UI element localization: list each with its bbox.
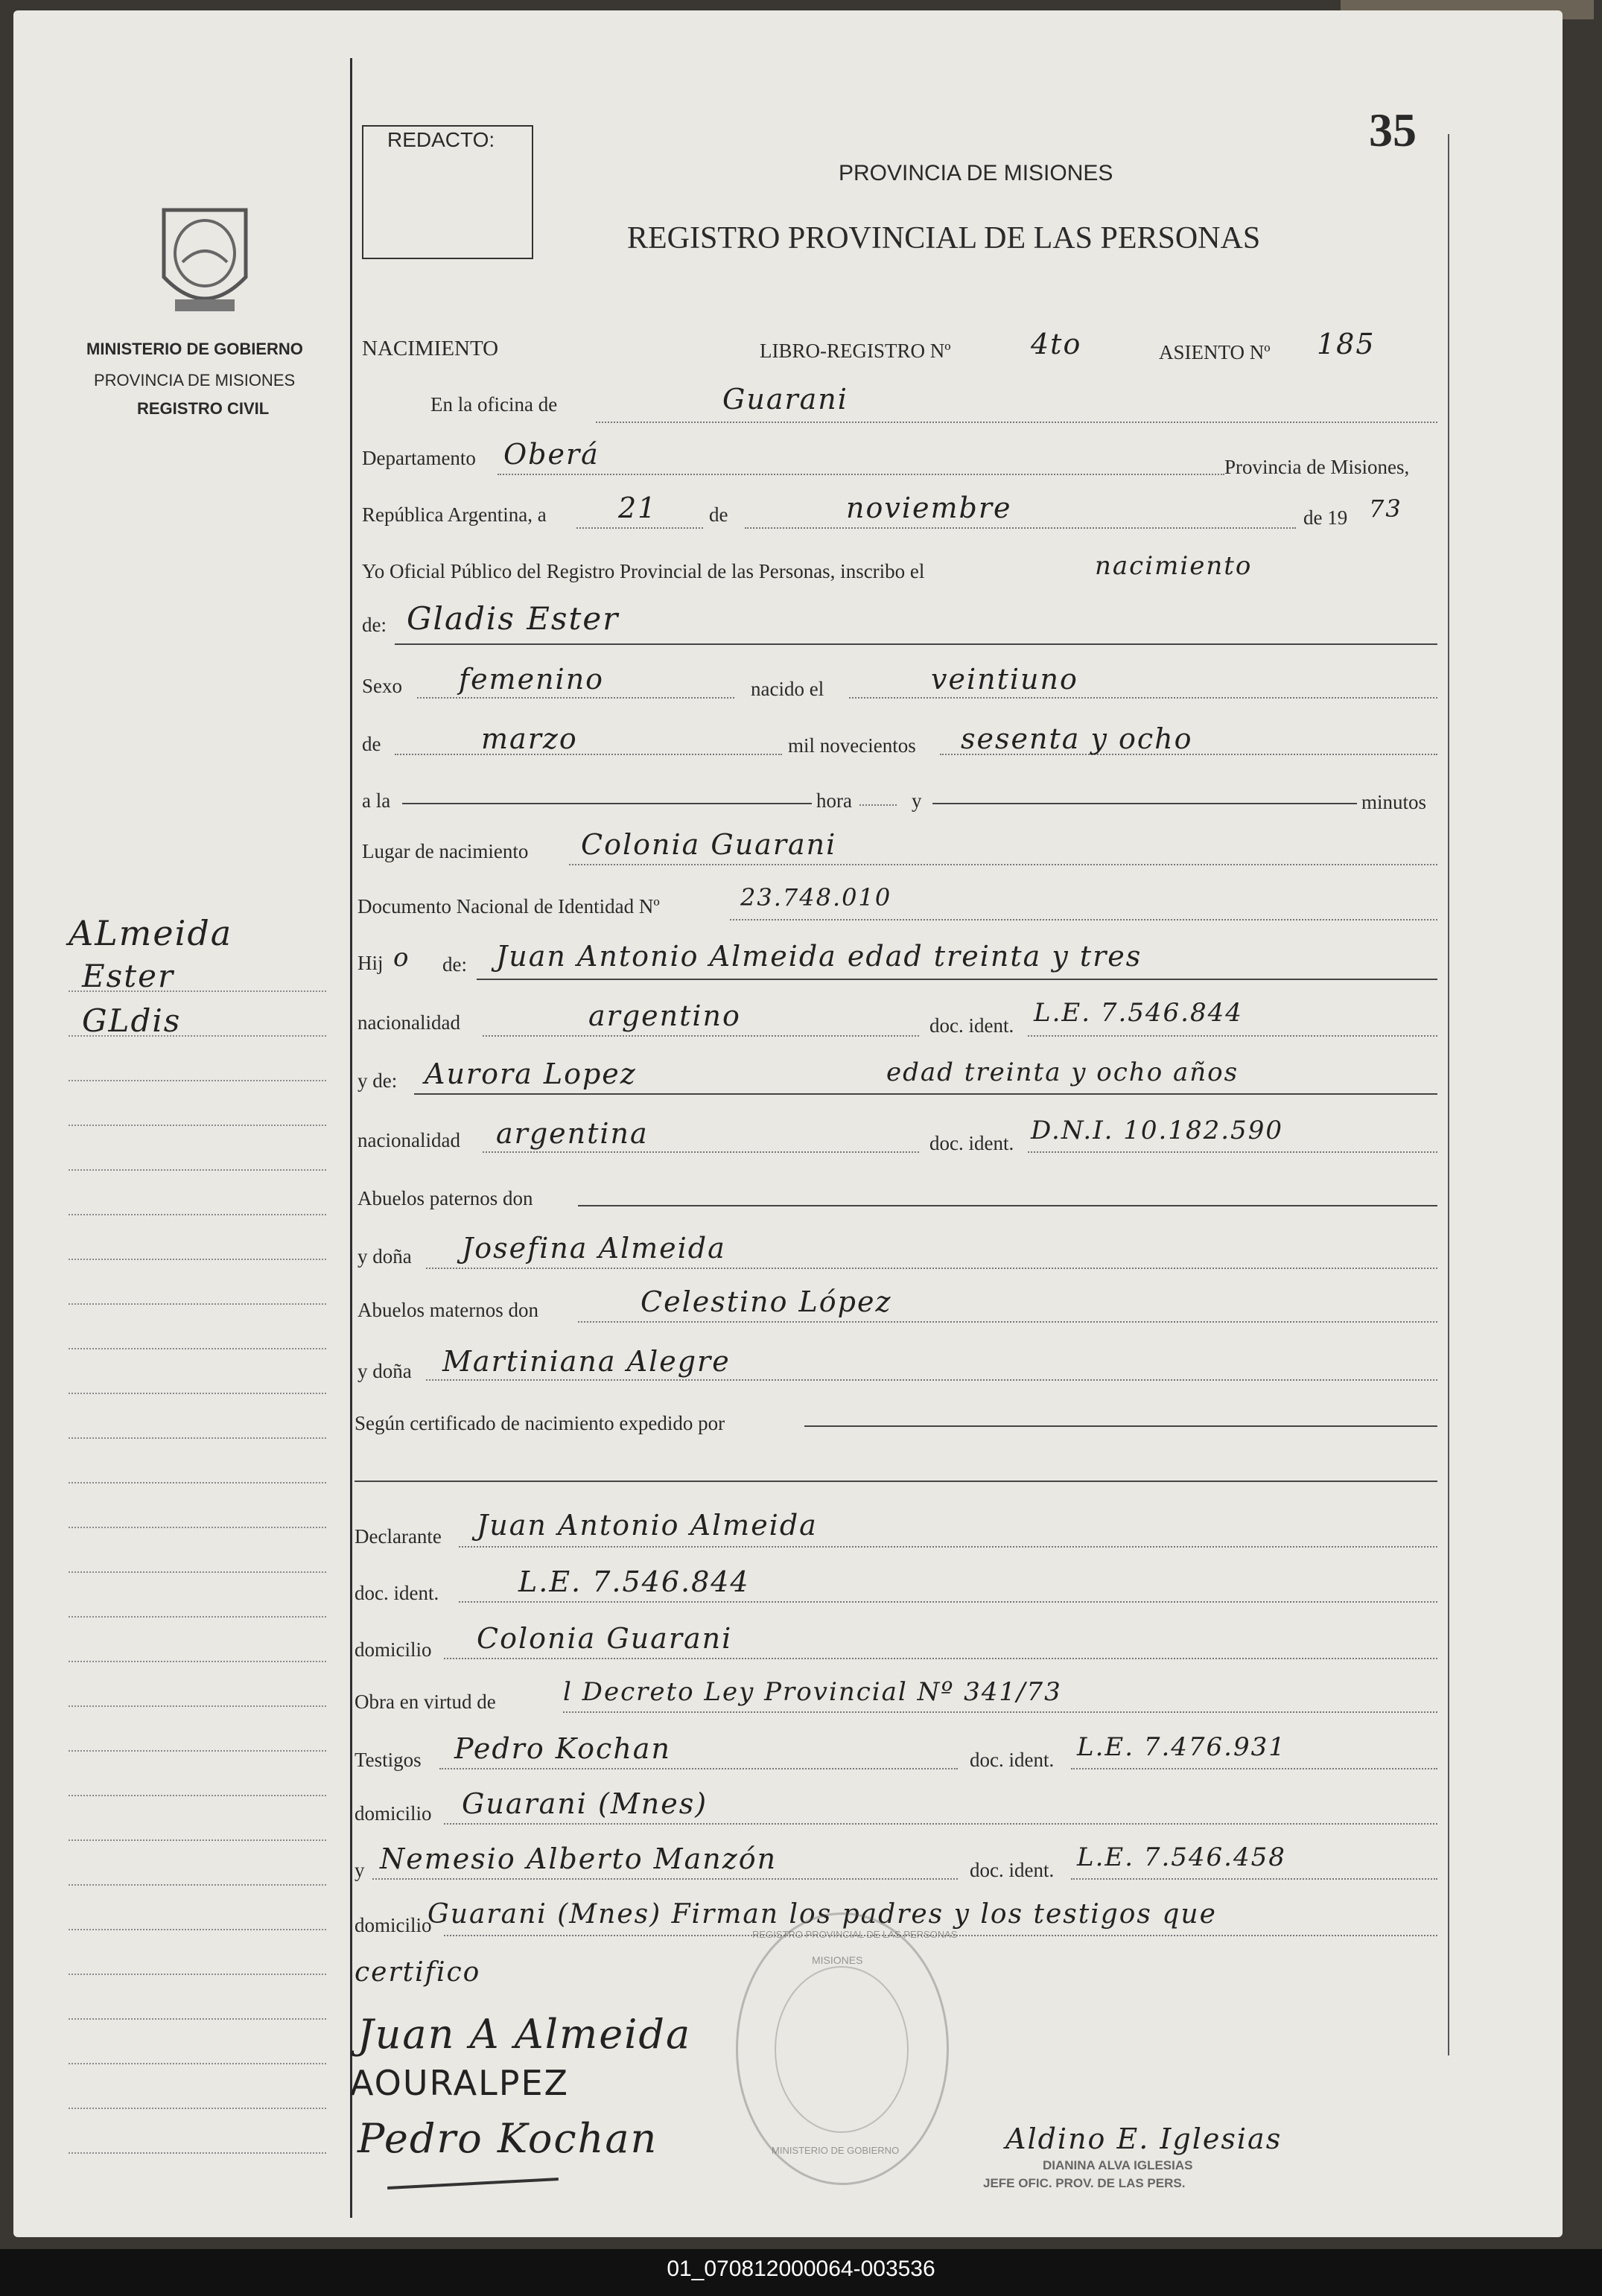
declarante-value: Juan Antonio Almeida (477, 1509, 818, 1542)
oficina-label: En la oficina de (430, 393, 558, 416)
obra-value: l Decreto Ley Provincial Nº 341/73 (563, 1677, 1062, 1707)
madre-nac-value: argentina (496, 1117, 649, 1150)
province-heading: PROVINCIA DE MISIONES (839, 161, 1113, 185)
oficial-value: nacimiento (1095, 551, 1253, 581)
madre-value: Aurora Lopez (425, 1058, 637, 1090)
y-label: y (912, 789, 922, 812)
sexo-value: femenino (459, 663, 605, 696)
departamento-label: Departamento (362, 447, 476, 469)
libro-label: LIBRO-REGISTRO Nº (760, 340, 951, 362)
lugar-value: Colonia Guarani (581, 828, 837, 861)
testigo2-doc-label: doc. ident. (970, 1859, 1055, 1881)
abuelos-mat-label: Abuelos maternos don (357, 1299, 538, 1321)
dia-value: 21 (618, 492, 658, 524)
hora-label: hora (816, 789, 852, 812)
decl-dom-value: Colonia Guarani (477, 1622, 733, 1655)
mil-label: mil novecientos (788, 734, 916, 757)
padre-doc-value: L.E. 7.546.844 (1034, 998, 1243, 1028)
abuelo-mat-value: Celestino López (641, 1285, 892, 1318)
doc-label-padre: doc. ident. (929, 1014, 1014, 1037)
y-dona-label-pat: y doña (357, 1245, 412, 1268)
testigo1-doc-label: doc. ident. (970, 1749, 1055, 1771)
registry-heading: REGISTRO PROVINCIAL DE LAS PERSONAS (627, 221, 1261, 255)
padre-value: Juan Antonio Almeida edad treinta y tres (496, 940, 1142, 973)
certifico-value: certifico (355, 1957, 481, 1988)
decl-dom-label: domicilio (355, 1638, 432, 1661)
madre-doc-value: D.N.I. 10.182.590 (1031, 1116, 1283, 1145)
nacionalidad-label-padre: nacionalidad (357, 1011, 460, 1034)
declarante-label: Declarante (355, 1525, 442, 1548)
ministry-line1: MINISTERIO DE GOBIERNO (86, 340, 303, 358)
departamento-value: Oberá (503, 438, 600, 471)
y-dona-label-mat: y doña (357, 1360, 412, 1382)
official-title-stamp: JEFE OFIC. PROV. DE LAS PERS. (983, 2176, 1186, 2190)
margin-note-surname: ALmeida (69, 913, 233, 953)
certificado-label: Según certificado de nacimiento expedido por (355, 1412, 725, 1434)
doc-label-madre: doc. ident. (929, 1132, 1014, 1154)
de-nombre-label: de: (362, 614, 387, 636)
testigo2-dom-label: domicilio (355, 1914, 432, 1936)
official-stamp-inner (775, 1966, 909, 2133)
asiento-label: ASIENTO Nº (1159, 341, 1271, 363)
testigos-label: Testigos (355, 1749, 422, 1771)
signature-witness: Pedro Kochan (357, 2115, 658, 2162)
image-caption: 01_070812000064-003536 (667, 2257, 935, 2281)
oficial-text: Yo Oficial Público del Registro Provincial de las Personas, inscribo el (362, 560, 925, 582)
year-value: 73 (1369, 495, 1402, 523)
nombre-value: Gladis Ester (407, 600, 620, 637)
ministry-line3: REGISTRO CIVIL (137, 399, 270, 418)
decl-doc-value: L.E. 7.546.844 (518, 1565, 750, 1598)
testigo1-doc-value: L.E. 7.476.931 (1077, 1732, 1286, 1762)
provincial-seal-icon (149, 195, 261, 322)
nac-mes-value: marzo (481, 722, 578, 755)
stamp-text-bottom: MINISTERIO DE GOBIERNO (772, 2145, 900, 2156)
margin-note-name1: GLdis (82, 1002, 182, 1039)
page-number: 35 (1369, 104, 1417, 156)
a-la-label: a la (362, 789, 391, 812)
madre-edad-value: edad treinta y ocho años (886, 1058, 1239, 1087)
decl-doc-label: doc. ident. (355, 1582, 439, 1604)
y-de-label: y de: (357, 1069, 398, 1092)
record-type: NACIMIENTO (362, 337, 499, 360)
abuelos-pat-label: Abuelos paternos don (357, 1187, 533, 1209)
de-year-label: de 19 (1303, 506, 1348, 529)
republica-label: República Argentina, a (362, 503, 547, 526)
hijo-de-label: de: (442, 953, 467, 976)
oficina-value: Guarani (722, 383, 848, 416)
testigo2-doc-value: L.E. 7.546.458 (1077, 1842, 1286, 1872)
mes-value: noviembre (846, 492, 1012, 524)
nacionalidad-label-madre: nacionalidad (357, 1129, 460, 1151)
ministry-line2: PROVINCIA DE MISIONES (94, 371, 296, 389)
abuela-pat-value: Josefina Almeida (462, 1232, 726, 1265)
dni-value: 23.748.010 (740, 883, 892, 912)
stamp-text-top: REGISTRO PROVINCIAL DE LAS PERSONAS (752, 1929, 958, 1940)
nacido-label: nacido el (751, 678, 824, 700)
stamp-text-mid: MISIONES (812, 1954, 863, 1966)
hijo-suffix: o (393, 943, 410, 973)
sexo-label: Sexo (362, 675, 402, 697)
left-vertical-rule (350, 58, 352, 2218)
redacto-label: REDACTO: (387, 128, 495, 151)
signature-mother: AOURALPEZ (350, 2063, 570, 2103)
signature-father: Juan A Almeida (357, 2011, 692, 2058)
dni-label: Documento Nacional de Identidad Nº (357, 895, 660, 918)
de-mes-label: de (362, 733, 381, 755)
signature-official: Aldino E. Iglesias (1005, 2122, 1282, 2155)
lugar-label: Lugar de nacimiento (362, 840, 529, 862)
padre-nac-value: argentino (588, 999, 741, 1032)
provincia-tail: Provincia de Misiones, (1224, 456, 1410, 478)
abuela-mat-value: Martiniana Alegre (442, 1345, 731, 1378)
testigo2-value: Nemesio Alberto Manzón (380, 1842, 778, 1875)
minutos-label: minutos (1361, 791, 1427, 813)
nacido-value: veintiuno (931, 663, 1078, 696)
de-label: de (709, 503, 728, 526)
testigo2-y-label: y (355, 1859, 365, 1881)
libro-value: 4to (1031, 328, 1082, 360)
official-name-stamp: DIANINA ALVA IGLESIAS (1043, 2158, 1193, 2172)
nac-year-value: sesenta y ocho (961, 722, 1193, 755)
testigo1-dom-value: Guarani (Mnes) (462, 1787, 708, 1820)
asiento-value: 185 (1317, 328, 1376, 360)
hijo-label: Hij (357, 952, 384, 974)
testigo1-dom-label: domicilio (355, 1802, 432, 1825)
right-vertical-rule (1448, 134, 1449, 2055)
testigo2-dom-value: Guarani (Mnes) Firman los padres y los testigos que (427, 1899, 1217, 1930)
margin-note-name2: Ester (82, 958, 175, 994)
obra-label: Obra en virtud de (355, 1691, 496, 1713)
testigo1-value: Pedro Kochan (454, 1732, 671, 1765)
